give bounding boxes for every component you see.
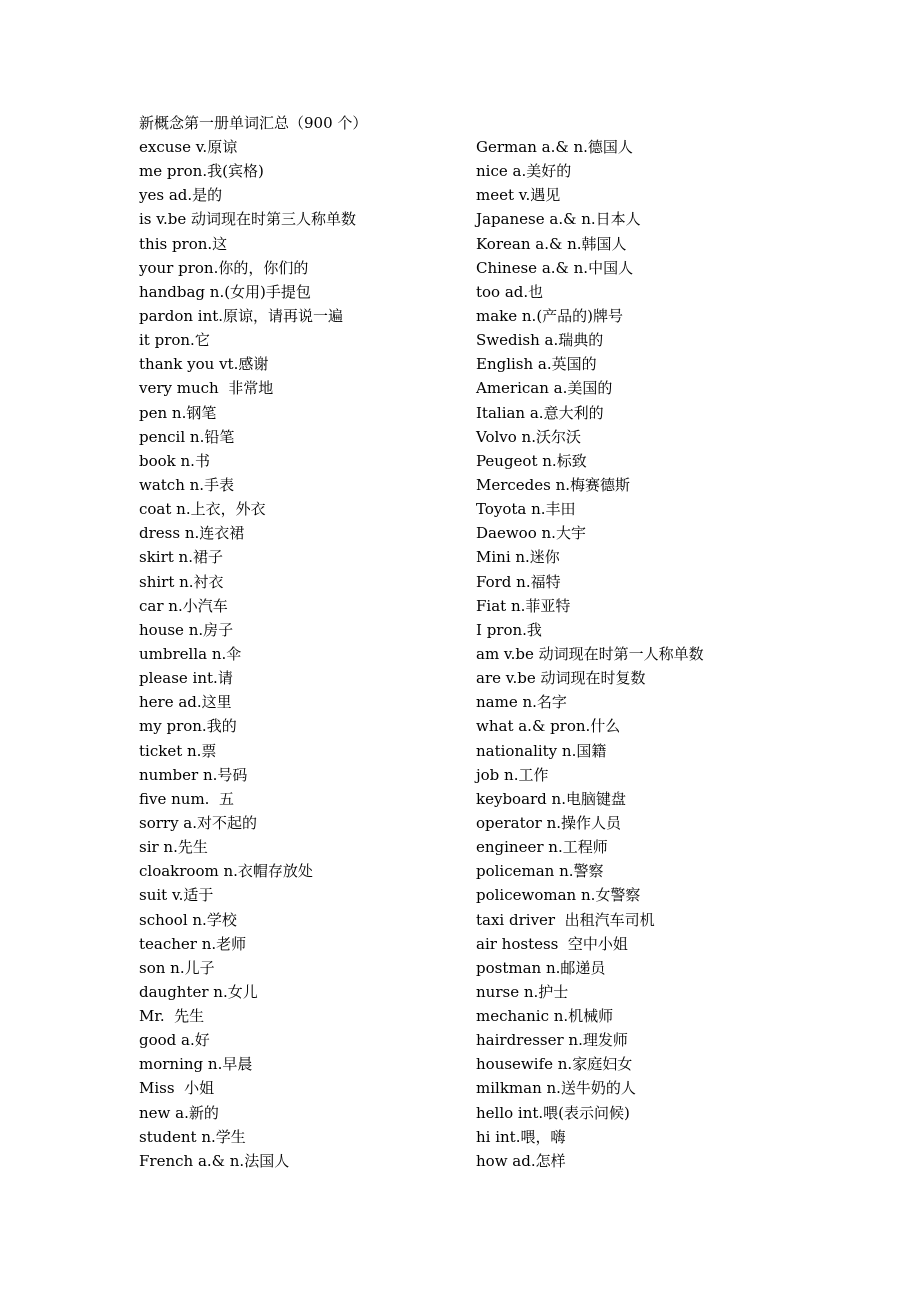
vocabulary-entry: how ad.怎样 — [476, 1151, 566, 1170]
vocabulary-entry: cloakroom n.衣帽存放处 — [139, 862, 313, 881]
vocabulary-column-left — [139, 135, 459, 1173]
vocabulary-entry: it pron.它 — [139, 331, 210, 350]
vocabulary-entry: Peugeot n.标致 — [476, 451, 587, 470]
vocabulary-entry: make n.(产品的)牌号 — [476, 306, 624, 325]
vocabulary-entry: very much 非常地 — [139, 379, 274, 398]
vocabulary-entry: nurse n.护士 — [476, 982, 569, 1001]
vocabulary-entry: Mr. 先生 — [139, 1007, 205, 1026]
vocabulary-column-right — [476, 135, 776, 1173]
vocabulary-entry: umbrella n.伞 — [139, 644, 242, 663]
vocabulary-entry: job n.工作 — [476, 765, 549, 784]
vocabulary-entry: Ford n.福特 — [476, 572, 561, 591]
vocabulary-entry: sir n.先生 — [139, 838, 208, 857]
vocabulary-entry: hairdresser n.理发师 — [476, 1031, 628, 1050]
vocabulary-entry: son n.儿子 — [139, 958, 215, 977]
vocabulary-entry: dress n.连衣裙 — [139, 524, 245, 543]
vocabulary-entry: Daewoo n.大宇 — [476, 524, 586, 543]
vocabulary-entry: Chinese a.& n.中国人 — [476, 258, 634, 277]
vocabulary-entry: student n.学生 — [139, 1127, 246, 1146]
vocabulary-entry: my pron.我的 — [139, 717, 237, 736]
vocabulary-entry: air hostess 空中小姐 — [476, 934, 628, 953]
vocabulary-entry: housewife n.家庭妇女 — [476, 1055, 633, 1074]
vocabulary-entry: what a.& pron.什么 — [476, 717, 621, 736]
vocabulary-entry: handbag n.(女用)手提包 — [139, 282, 311, 301]
document-title: 新概念第一册单词汇总（900 个） — [139, 114, 368, 132]
vocabulary-entry: milkman n.送牛奶的人 — [476, 1079, 636, 1098]
vocabulary-entry: German a.& n.德国人 — [476, 138, 633, 156]
vocabulary-entry: house n.房子 — [139, 620, 234, 639]
vocabulary-entry: car n.小汽车 — [139, 596, 228, 615]
vocabulary-entry: yes ad.是的 — [139, 186, 223, 205]
vocabulary-entry: shirt n.衬衣 — [139, 572, 224, 591]
vocabulary-entry: Swedish a.瑞典的 — [476, 331, 604, 350]
vocabulary-entry: operator n.操作人员 — [476, 813, 622, 832]
vocabulary-entry: school n.学校 — [139, 910, 237, 929]
vocabulary-entry: please int.请 — [139, 669, 233, 688]
vocabulary-entry: Mercedes n.梅赛德斯 — [476, 475, 631, 494]
vocabulary-entry: name n.名字 — [476, 693, 567, 712]
vocabulary-entry: I pron.我 — [476, 620, 542, 639]
vocabulary-entry: nationality n.国籍 — [476, 741, 607, 760]
vocabulary-entry: are v.be 动词现在时复数 — [476, 669, 646, 688]
vocabulary-entry: pardon int.原谅，请再说一遍 — [139, 306, 344, 325]
vocabulary-entry: this pron.这 — [139, 234, 228, 253]
vocabulary-entry: Miss 小姐 — [139, 1079, 215, 1098]
vocabulary-entry: here ad.这里 — [139, 693, 232, 712]
vocabulary-entry: watch n.手表 — [139, 475, 235, 494]
vocabulary-entry: teacher n.老师 — [139, 934, 247, 953]
vocabulary-entry: engineer n.工程师 — [476, 838, 608, 857]
vocabulary-entry: American a.美国的 — [476, 379, 613, 398]
vocabulary-entry: new a.新的 — [139, 1103, 219, 1122]
vocabulary-entry: good a.好 — [139, 1031, 210, 1050]
vocabulary-entry: policeman n.警察 — [476, 862, 604, 881]
vocabulary-entry: pen n.钢笔 — [139, 403, 217, 422]
vocabulary-entry: five num. 五 — [139, 789, 234, 808]
vocabulary-entry: number n.号码 — [139, 765, 248, 784]
vocabulary-entry: nice a.美好的 — [476, 162, 572, 181]
vocabulary-entry: sorry a.对不起的 — [139, 813, 258, 832]
vocabulary-entry: hi int.喂，嗨 — [476, 1127, 566, 1146]
vocabulary-entry: Toyota n.丰田 — [476, 500, 576, 519]
vocabulary-entry: hello int.喂(表示问候) — [476, 1103, 630, 1122]
vocabulary-entry: Italian a.意大利的 — [476, 403, 604, 422]
vocabulary-entry: meet v.遇见 — [476, 186, 561, 205]
vocabulary-entry: taxi driver 出租汽车司机 — [476, 910, 655, 929]
vocabulary-entry: keyboard n.电脑键盘 — [476, 789, 626, 808]
vocabulary-entry: skirt n.裙子 — [139, 548, 223, 567]
vocabulary-entry: mechanic n.机械师 — [476, 1007, 614, 1026]
vocabulary-entry: daughter n.女儿 — [139, 982, 258, 1001]
vocabulary-entry: French a.& n.法国人 — [139, 1151, 290, 1170]
vocabulary-entry: your pron.你的，你们的 — [139, 258, 309, 277]
vocabulary-entry: coat n.上衣，外衣 — [139, 500, 266, 519]
vocabulary-entry: excuse v.原谅 — [139, 138, 238, 156]
vocabulary-entry: am v.be 动词现在时第一人称单数 — [476, 644, 704, 663]
vocabulary-entry: Korean a.& n.韩国人 — [476, 234, 627, 253]
vocabulary-entry: Volvo n.沃尔沃 — [476, 427, 581, 446]
vocabulary-entry: thank you vt.感谢 — [139, 355, 269, 374]
vocabulary-entry: Fiat n.菲亚特 — [476, 596, 571, 615]
vocabulary-entry: suit v.适于 — [139, 886, 214, 905]
vocabulary-entry: English a.英国的 — [476, 355, 597, 374]
vocabulary-entry: Mini n.迷你 — [476, 548, 560, 567]
vocabulary-entry: postman n.邮递员 — [476, 958, 606, 977]
vocabulary-entry: me pron.我(宾格) — [139, 162, 264, 181]
vocabulary-entry: book n.书 — [139, 451, 210, 470]
vocabulary-entry: too ad.也 — [476, 282, 544, 301]
vocabulary-entry: morning n.早晨 — [139, 1055, 253, 1074]
vocabulary-entry: policewoman n.女警察 — [476, 886, 641, 905]
vocabulary-entry: pencil n.铅笔 — [139, 427, 235, 446]
vocabulary-entry: is v.be 动词现在时第三人称单数 — [139, 210, 356, 229]
vocabulary-entry: Japanese a.& n.日本人 — [476, 210, 641, 229]
vocabulary-entry: ticket n.票 — [139, 741, 217, 760]
